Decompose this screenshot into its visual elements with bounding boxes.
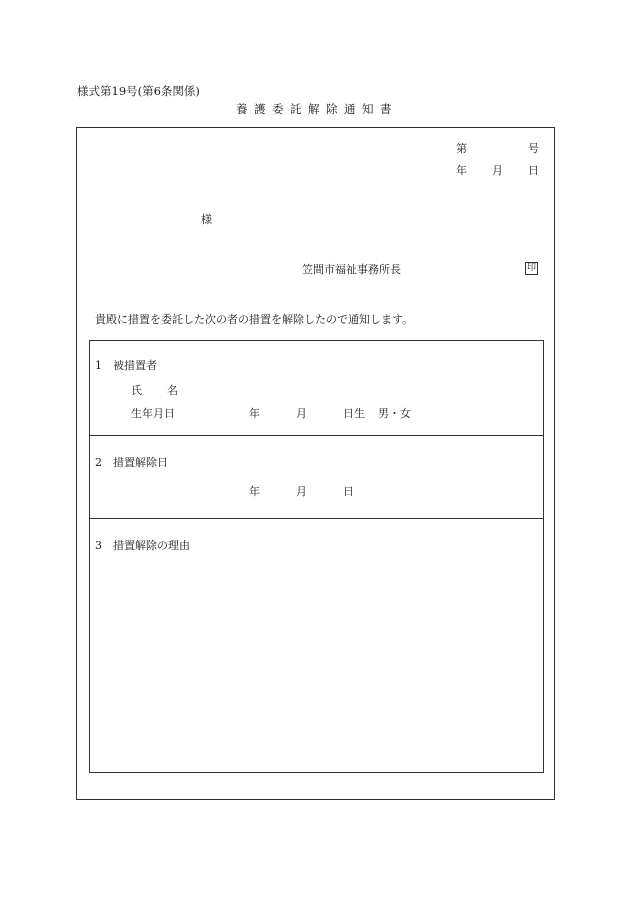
- notice-body-text: 貴殿に措置を委託した次の者の措置を解除したので通知します。: [95, 313, 414, 326]
- name-label-2: 名: [167, 384, 178, 397]
- issue-date-month: 月: [492, 164, 503, 177]
- addressee-honorific: 様: [201, 213, 212, 226]
- seal-mark-icon: 印: [526, 263, 536, 273]
- release-date-year: 年: [249, 485, 260, 498]
- issue-date-day: 日: [528, 164, 539, 177]
- release-date-day: 日: [343, 485, 354, 498]
- birthdate-label: 生年月日: [131, 407, 175, 420]
- birthdate-year: 年: [249, 407, 260, 420]
- section-divider-1: [89, 435, 544, 436]
- section-divider-2: [89, 518, 544, 519]
- issue-date-year: 年: [456, 164, 467, 177]
- form-number: 様式第19号(第6条関係): [77, 84, 200, 98]
- section2-heading: 2 措置解除日: [95, 456, 168, 469]
- details-table: [89, 340, 544, 773]
- name-label-1: 氏: [131, 384, 142, 397]
- doc-no-prefix: 第: [456, 142, 467, 155]
- doc-no-suffix: 号: [528, 142, 539, 155]
- document-title: 養護委託解除通知書: [236, 102, 398, 116]
- birthdate-month: 月: [296, 407, 307, 420]
- birthdate-day: 日生: [343, 407, 365, 420]
- issuer-name: 笠間市福祉事務所長: [302, 263, 401, 276]
- release-date-month: 月: [296, 485, 307, 498]
- section3-heading: 3 措置解除の理由: [95, 539, 190, 552]
- sex-options: 男・女: [378, 407, 411, 420]
- section1-heading: 1 被措置者: [95, 359, 157, 372]
